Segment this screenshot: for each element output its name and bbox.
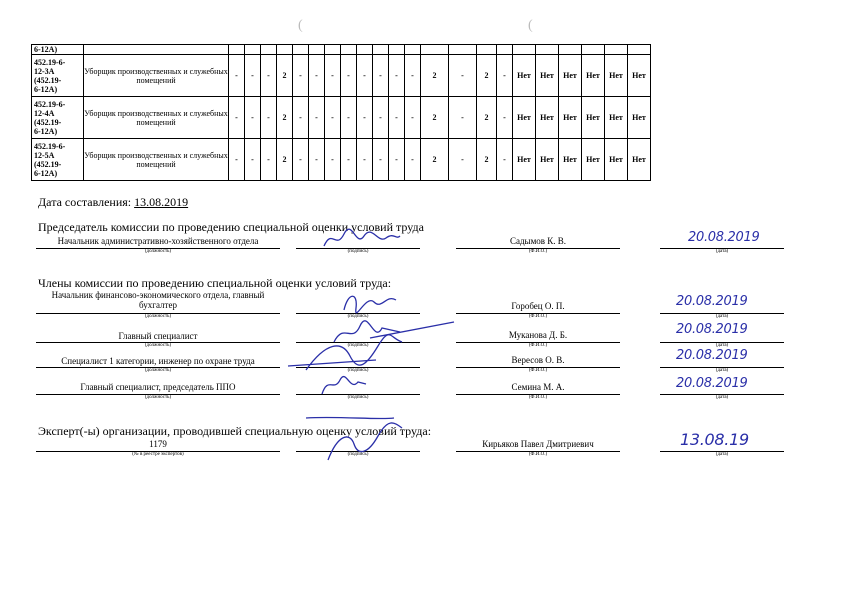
table-cell: - [325, 97, 341, 139]
table-cell: Нет [513, 55, 536, 97]
chair-heading: Председатель комиссии по проведению специальной оценки условий труда [38, 220, 424, 234]
workplace-code-line: 6-12А) [34, 168, 58, 178]
table-row [32, 97, 651, 139]
table-cell [405, 45, 421, 55]
table-cell [605, 45, 628, 55]
table-cell: 2 [421, 97, 449, 139]
compilation-date [38, 195, 188, 210]
table-cell: 2 [477, 97, 497, 139]
table-cell: - [405, 139, 421, 181]
table-cell: Нет [582, 97, 605, 139]
table-cell: - [309, 97, 325, 139]
member-position: Начальник финансово-экономического отдела, главный бухгалтер [51, 290, 265, 310]
caption-date: (дата) [660, 367, 784, 374]
table-cell [245, 45, 261, 55]
table-cell: Нет [582, 139, 605, 181]
table-cell: Нет [513, 97, 536, 139]
caption-signature: (подпись) [296, 394, 420, 401]
table-cell: - [389, 139, 405, 181]
member-name: Вересов О. В. [511, 355, 565, 365]
member-date-handwritten: 20.08.2019 [676, 294, 748, 309]
table-cell: - [309, 139, 325, 181]
expert-heading: Эксперт(-ы) организации, проводившей специальную оценку условий труда: [38, 424, 432, 438]
caption-position: (должность) [36, 394, 280, 401]
expert-registry-number: 1179 [149, 439, 167, 449]
table-cell: Нет [513, 139, 536, 181]
table-cell [449, 45, 477, 55]
table-cell: - [449, 55, 477, 97]
chair-date-handwritten: 20.08.2019 [688, 230, 760, 245]
workplace-code [32, 139, 84, 181]
caption-registry: (№ в реестре экспертов) [36, 451, 280, 458]
workplace-code-line: 12-4А [34, 108, 55, 118]
table-cell: - [449, 139, 477, 181]
workplace-code [32, 55, 84, 97]
table-cell: - [325, 139, 341, 181]
table-cell: - [245, 55, 261, 97]
workplace-code-line: (452.19- [34, 159, 62, 169]
table-cell: - [389, 55, 405, 97]
table-cell [325, 45, 341, 55]
table-cell: Нет [536, 139, 559, 181]
table-cell: Нет [628, 97, 651, 139]
table-cell: - [245, 139, 261, 181]
table-cell: - [373, 55, 389, 97]
table-cell: Нет [605, 97, 628, 139]
workplace-code [32, 97, 84, 139]
caption-fio: (Ф.И.О.) [456, 313, 620, 320]
caption-date: (дата) [660, 248, 784, 255]
table-cell: Нет [559, 97, 582, 139]
member-position: Главный специалист [118, 331, 198, 341]
table-cell: - [229, 55, 245, 97]
caption-position: (должность) [36, 367, 280, 374]
caption-fio: (Ф.И.О.) [456, 451, 620, 458]
table-cell: - [341, 139, 357, 181]
caption-fio: (Ф.И.О.) [456, 342, 620, 349]
member-date-handwritten: 20.08.2019 [676, 322, 748, 337]
profession-name: Уборщик производственных и служебных помещений [84, 139, 229, 181]
table-cell [84, 45, 229, 55]
caption-signature: (подпись) [296, 451, 420, 458]
caption-position: (должность) [36, 342, 280, 349]
table-cell: - [293, 55, 309, 97]
caption-position: (должность) [36, 248, 280, 255]
table-cell: - [373, 97, 389, 139]
table-cell: - [497, 97, 513, 139]
table-cell: - [261, 97, 277, 139]
table-cell: - [341, 55, 357, 97]
workplace-code-line: (452.19- [34, 75, 62, 85]
table-cell: - [293, 139, 309, 181]
table-cell: - [405, 97, 421, 139]
table-cell [421, 45, 449, 55]
workplace-code-line: 12-3А [34, 66, 55, 76]
table-cell [229, 45, 245, 55]
member-name: Семина М. А. [511, 382, 565, 392]
workplace-code: 6-12А) [32, 45, 84, 55]
table-cell: - [357, 55, 373, 97]
table-cell: 2 [277, 97, 293, 139]
bracket-mark: ( [298, 18, 303, 33]
table-cell [559, 45, 582, 55]
date-value: 13.08.2019 [134, 195, 189, 209]
expert-date-handwritten: 13.08.19 [680, 430, 749, 449]
members-heading: Члены комиссии по проведению специальной оценки условий труда: [38, 276, 392, 290]
member-position: Специалист 1 категории, инженер по охране труда [61, 356, 255, 366]
table-cell [513, 45, 536, 55]
chair-name: Садымов К. В. [509, 236, 567, 246]
member-name: Горобец О. П. [511, 301, 565, 311]
caption-date: (дата) [660, 394, 784, 401]
table-cell: - [405, 55, 421, 97]
caption-position: (должность) [36, 313, 280, 320]
member-signature [318, 372, 368, 403]
table-cell [628, 45, 651, 55]
table-cell [293, 45, 309, 55]
table-cell: Нет [628, 139, 651, 181]
workplace-code-line: 452.19-6- [34, 57, 66, 67]
table-cell: 2 [277, 55, 293, 97]
table-row [32, 139, 651, 181]
member-signature [286, 336, 406, 377]
table-cell: Нет [628, 55, 651, 97]
member-position: Главный специалист, председатель ППО [80, 382, 236, 392]
table-cell [477, 45, 497, 55]
table-cell: - [357, 139, 373, 181]
table-cell [277, 45, 293, 55]
table-cell: - [229, 97, 245, 139]
table-cell: 2 [277, 139, 293, 181]
table-cell [582, 45, 605, 55]
table-cell: - [497, 139, 513, 181]
table-cell: 2 [477, 139, 497, 181]
table-cell: 2 [421, 55, 449, 97]
table-cell [261, 45, 277, 55]
member-date-handwritten: 20.08.2019 [676, 348, 748, 363]
table-cell: - [449, 97, 477, 139]
table-row [32, 55, 651, 97]
table-cell: - [309, 55, 325, 97]
chair-signature [322, 226, 402, 257]
table-cell [497, 45, 513, 55]
table-cell: - [245, 97, 261, 139]
workplace-code-line: 6-12А) [34, 126, 58, 136]
member-date-handwritten: 20.08.2019 [676, 376, 748, 391]
workplace-code-line: (452.19- [34, 117, 62, 127]
table-cell: Нет [536, 97, 559, 139]
table-cell [389, 45, 405, 55]
table-cell: Нет [559, 139, 582, 181]
table-cell [309, 45, 325, 55]
table-cell: - [261, 139, 277, 181]
caption-fio: (Ф.И.О.) [456, 248, 620, 255]
table-cell: Нет [582, 55, 605, 97]
caption-fio: (Ф.И.О.) [456, 394, 620, 401]
attestation-table [31, 44, 651, 181]
table-cell: - [389, 97, 405, 139]
table-cell [341, 45, 357, 55]
table-cell [373, 45, 389, 55]
table-cell: Нет [605, 55, 628, 97]
table-cell: - [229, 139, 245, 181]
member-name: Муканова Д. Б. [508, 330, 568, 340]
table-cell: Нет [559, 55, 582, 97]
caption-date: (дата) [660, 451, 784, 458]
profession-name: Уборщик производственных и служебных помещений [84, 97, 229, 139]
table-cell: - [341, 97, 357, 139]
table-cell: - [261, 55, 277, 97]
table-cell: 2 [421, 139, 449, 181]
workplace-code-line: 6-12А) [34, 84, 58, 94]
caption-signature: (подпись) [296, 313, 420, 320]
member-signature [340, 288, 400, 319]
profession-name: Уборщик производственных и служебных помещений [84, 55, 229, 97]
caption-signature: (подпись) [296, 367, 420, 374]
workplace-code-line: 452.19-6- [34, 99, 66, 109]
table-cell: - [357, 97, 373, 139]
workplace-code-line: 452.19-6- [34, 141, 66, 151]
caption-signature: (подпись) [296, 342, 420, 349]
workplace-code-line: 12-5А [34, 150, 55, 160]
caption-date: (дата) [660, 342, 784, 349]
table-cell: Нет [536, 55, 559, 97]
bracket-mark: ( [528, 18, 533, 33]
expert-name: Кирьяков Павел Дмитриевич [482, 439, 594, 449]
table-cell: - [325, 55, 341, 97]
table-cell: - [497, 55, 513, 97]
expert-signature [298, 414, 408, 469]
table-cell: - [293, 97, 309, 139]
table-cell [357, 45, 373, 55]
table-cell: 2 [477, 55, 497, 97]
date-label: Дата составления: [38, 195, 132, 209]
caption-date: (дата) [660, 313, 784, 320]
caption-signature: (подпись) [296, 248, 420, 255]
chair-position: Начальник административно-хозяйственного отдела [57, 236, 259, 246]
table-cell: - [373, 139, 389, 181]
table-cell: Нет [605, 139, 628, 181]
caption-fio: (Ф.И.О.) [456, 367, 620, 374]
top-marks [298, 18, 548, 38]
table-cell [536, 45, 559, 55]
